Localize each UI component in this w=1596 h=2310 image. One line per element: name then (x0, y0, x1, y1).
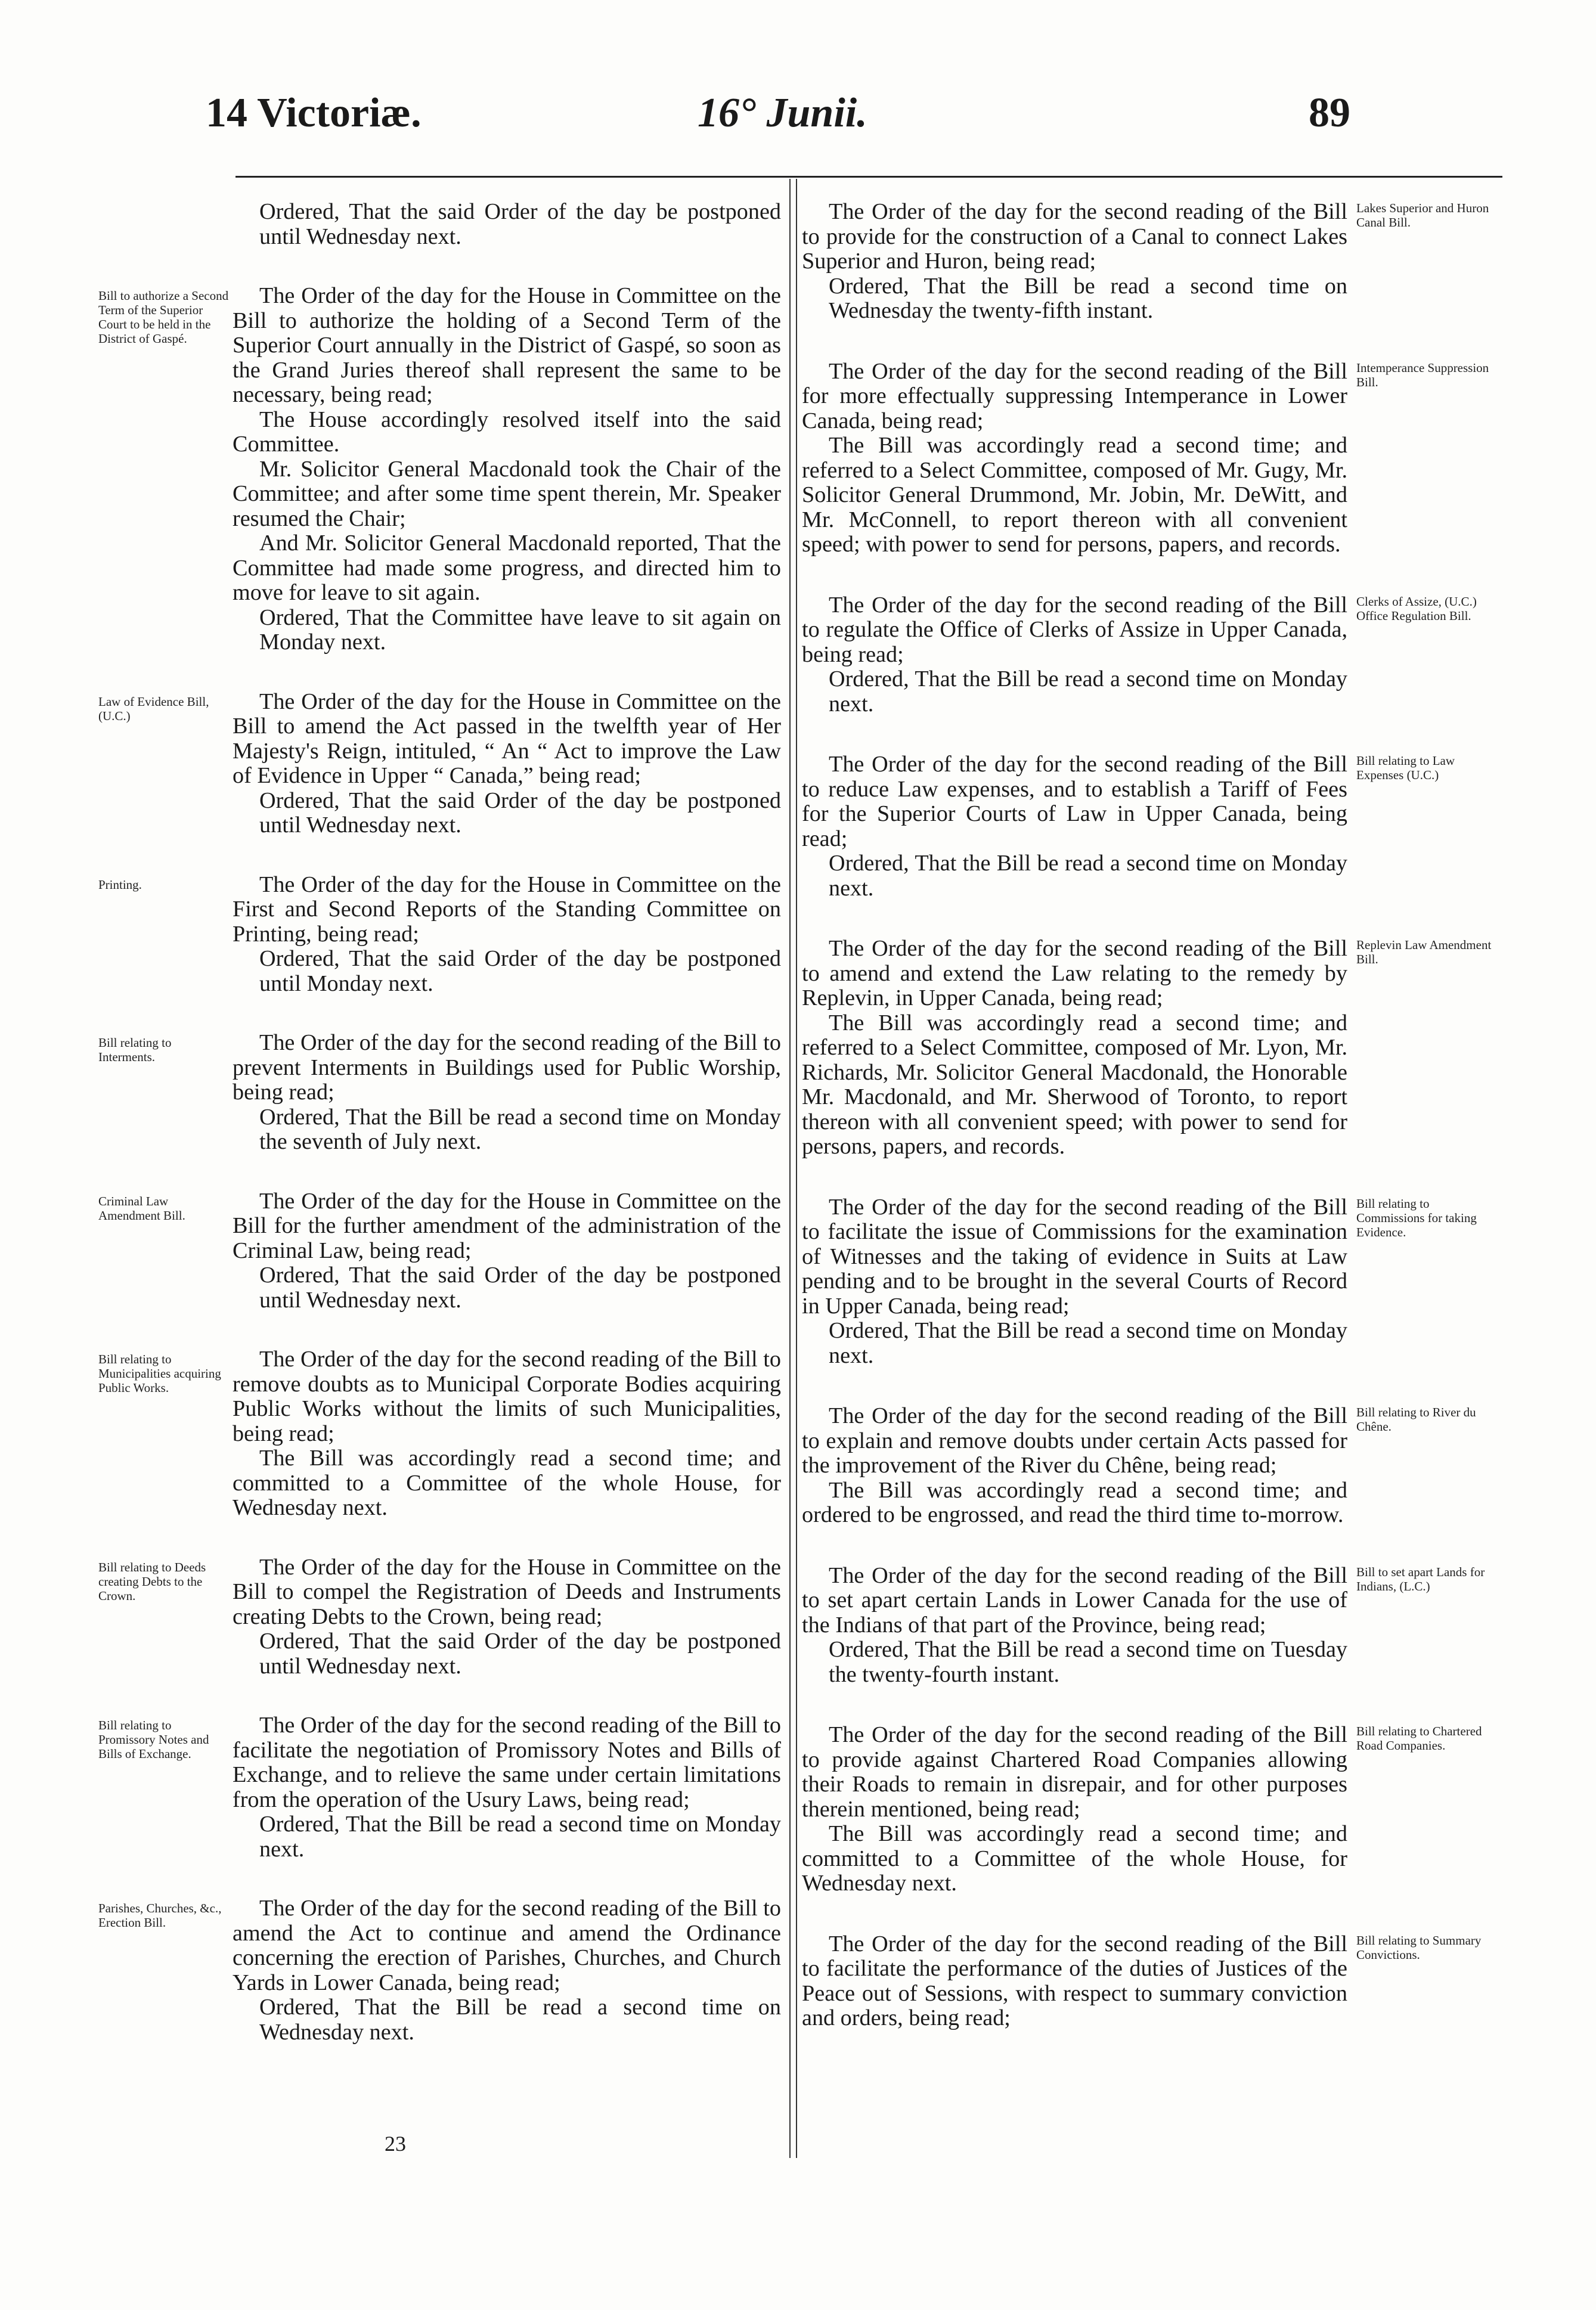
journal-entry (802, 1931, 1482, 2031)
entry-paragraph: The Bill was accordingly read a second time; and committed to a Committee of the whole House, for Wednesday next. (802, 1821, 1347, 1896)
entry-paragraph: The Order of the day for the House in Committee on the Bill to compel the Registration of Deeds and Instruments creating Debts to the Crown, being read; (233, 1554, 781, 1629)
entry-paragraph: The Order of the day for the second reading of the Bill to provide against Chartered Road Companies allowing their Roads to remain in disrepair, and for other purposes therein mentioned, being read; (802, 1722, 1347, 1822)
order-paragraph: Ordered, That the Bill be read a second time on Wednesday next. (259, 1995, 781, 2045)
marginal-note: Bill relating to Summary Convictions. (1356, 1933, 1482, 1962)
journal-entry (98, 1347, 781, 1521)
order-paragraph: Ordered, That the said Order of the day be postponed until Wednesday next. (259, 787, 781, 838)
journal-entry (98, 1554, 781, 1679)
marginal-note: Replevin Law Amendment Bill. (1356, 938, 1492, 966)
journal-entry (802, 936, 1492, 1159)
journal-entry (98, 1896, 781, 2045)
journal-entry (802, 1562, 1485, 1688)
journal-entry (802, 1722, 1482, 1896)
order-paragraph: Ordered, That the Bill be read a second time on Monday next. (829, 851, 1347, 901)
entry-paragraph: The Order of the day for the second reading of the Bill to regulate the Office of Clerks of Assize in Upper Canada, being read; (802, 592, 1347, 667)
entry-paragraph: Mr. Solicitor General Macdonald took the Chair of the Committee; and after some time spent therein, Mr. Speaker resumed the Chair; (233, 456, 781, 531)
entry-paragraph: The Order of the day for the second reading of the Bill to amend the Act to continue and amend the Ordinance concerning the erection of Parishes, Churches, and Church Yards in Lower Canada, being read; (233, 1896, 781, 1995)
journal-entry (233, 200, 781, 249)
journal-entry (98, 1713, 781, 1862)
marginal-note: Bill relating to Promissory Notes and Bills of Exchange. (98, 1718, 209, 1761)
journal-entry (98, 689, 781, 838)
order-paragraph: Ordered, That the Bill be read a second time on Tuesday the twenty-fourth instant. (829, 1637, 1347, 1687)
order-paragraph: Ordered, That the Bill be read a second time on Monday the seventh of July next. (259, 1104, 781, 1154)
entry-paragraph: The Order of the day for the second reading of the Bill to prevent Interments in Buildings used for Public Worship, being read; (233, 1030, 781, 1105)
marginal-note: Law of Evidence Bill, (U.C.) (98, 694, 209, 723)
journal-entry (98, 283, 781, 655)
entry-paragraph: And Mr. Solicitor General Macdonald reported, That the Committee had made some progress, and directed him to move for leave to sit again. (233, 531, 781, 605)
header-rule (235, 176, 1502, 178)
journal-entry (98, 1030, 781, 1155)
entry-paragraph: The Order of the day for the second reading of the Bill to facilitate the negotiation of Promissory Notes and Bills of Exchange, and to relieve the same under certain limitations from the operation of the Usury Laws, being read; (233, 1713, 781, 1812)
entry-paragraph: The Order of the day for the second reading of the Bill for more effectually suppressing Intemperance in Lower Canada, being read; (802, 358, 1347, 433)
journal-entry (802, 358, 1489, 557)
running-head-left: 14 Victoriæ. (206, 90, 422, 136)
journal-entry (802, 1194, 1477, 1369)
entry-paragraph: The Order of the day for the House in Committee on the Bill to authorize the holding of a Second Term of the Superior Court annually in the District of Gaspé, so soon as the Grand Juries thereof shall represent the same to be necessary, being read; (233, 283, 781, 407)
entry-paragraph: The Order of the day for the second reading of the Bill to remove doubts as to Municipal Corporate Bodies acquiring Public Works without the limits of such Municipalities, being read; (233, 1347, 781, 1446)
marginal-note: Intemperance Suppression Bill. (1356, 360, 1489, 389)
column-divider (789, 179, 797, 2158)
marginal-note: Bill relating to River du Chêne. (1356, 1405, 1476, 1434)
marginal-note: Bill relating to Chartered Road Companies. (1356, 1724, 1482, 1753)
entry-paragraph: The Bill was accordingly read a second time; and referred to a Select Committee, composed of Mr. Gugy, Mr. Solicitor General Drummond, Mr. Jobin, Mr. DeWitt, and Mr. McConnell, to report thereon with all convenient speed; with power to send for persons, papers, and records. (802, 433, 1347, 557)
right-column (802, 199, 1492, 2067)
entry-paragraph: The Order of the day for the second reading of the Bill to reduce Law expenses, and to establish a Tariff of Fees for the Superior Courts of Law in Upper Canada, being read; (802, 752, 1347, 851)
order-paragraph: Ordered, That the said Order of the day be postponed until Monday next. (259, 946, 781, 996)
running-head-date: 16° Junii. (698, 90, 867, 136)
left-column (98, 199, 781, 2079)
journal-entry (98, 1188, 781, 1313)
entry-paragraph: The Bill was accordingly read a second time; and committed to a Committee of the whole House, for Wednesday next. (233, 1446, 781, 1520)
entry-paragraph: The Order of the day for the second reading of the Bill to set apart certain Lands in Lower Canada for the use of the Indians of that part of the Province, being read; (802, 1562, 1347, 1638)
marginal-note: Parishes, Churches, &c., Erection Bill. (98, 1901, 222, 1930)
marginal-note: Bill relating to Law Expenses (U.C.) (1356, 754, 1455, 782)
entry-paragraph: The Order of the day for the second reading of the Bill to facilitate the performance of the duties of Justices of the Peace out of Sessions, with respect to summary conviction and orders, being read; (802, 1931, 1347, 2030)
marginal-note: Criminal Law Amendment Bill. (98, 1193, 185, 1223)
marginal-note: Bill relating to Deeds creating Debts to the Crown. (98, 1559, 206, 1603)
entry-paragraph: The Order of the day for the House in Committee on the First and Second Reports of the Standing Committee on Printing, being read; (233, 872, 781, 947)
page-number: 89 (1309, 90, 1350, 136)
entry-paragraph: The Bill was accordingly read a second time; and referred to a Select Committee, composed of Mr. Lyon, Mr. Richards, Mr. Solicitor General Macdonald, the Honorable Mr. Macdonald, and Mr. Sherwood of Toronto, to report thereon with all convenient speed; with power to send for persons, papers, and records. (802, 1010, 1347, 1159)
entry-paragraph: The House accordingly resolved itself into the said Committee. (233, 407, 781, 457)
order-paragraph: Ordered, That the said Order of the day be postponed until Wednesday next. (259, 199, 781, 249)
entry-paragraph: The Order of the day for the second reading of the Bill to facilitate the issue of Commissions for the examination of Witnesses and the taking of evidence in Suits at Law pending and to be brought in the several Courts of Record in Upper Canada, being read; (802, 1194, 1347, 1319)
journal-entry (802, 1403, 1476, 1528)
entry-paragraph: The Order of the day for the second reading of the Bill to provide for the construction of a Canal to connect Lakes Superior and Huron, being read; (802, 199, 1347, 274)
marginal-note: Lakes Superior and Huron Canal Bill. (1356, 201, 1489, 230)
entry-paragraph: The Order of the day for the House in Committee on the Bill for the further amendment of the administration of the Criminal Law, being read; (233, 1188, 781, 1263)
entry-paragraph: The Order of the day for the second reading of the Bill to amend and extend the Law relating to the remedy by Replevin, in Upper Canada, being read; (802, 936, 1347, 1010)
marginal-note: Clerks of Assize, (U.C.) Office Regulation Bill. (1356, 594, 1477, 623)
order-paragraph: Ordered, That the Bill be read a second time on Monday next. (829, 1318, 1347, 1368)
order-paragraph: Ordered, That the Bill be read a second time on Monday next. (829, 666, 1347, 717)
marginal-note: Bill relating to Interments. (98, 1035, 172, 1064)
marginal-note: Bill relating to Commissions for taking Evidence. (1356, 1196, 1477, 1239)
journal-entry (98, 872, 781, 997)
order-paragraph: Ordered, That the Bill be read a second time on Monday next. (259, 1812, 781, 1862)
marginal-note: Bill relating to Municipalities acquiring Public Works. (98, 1352, 221, 1395)
journal-entry (802, 752, 1455, 901)
entry-paragraph: The Order of the day for the second reading of the Bill to explain and remove doubts under certain Acts passed for the improvement of the River du Chêne, being read; (802, 1403, 1347, 1478)
order-paragraph: Ordered, That the Committee have leave to sit again on Monday next. (259, 604, 781, 655)
order-paragraph: Ordered, That the said Order of the day be postponed until Wednesday next. (259, 1629, 781, 1679)
order-paragraph: Ordered, That the Bill be read a second time on Wednesday the twenty-fifth instant. (829, 273, 1347, 323)
marginal-note: Printing. (98, 877, 142, 892)
journal-entry (802, 199, 1489, 324)
entry-paragraph: The Bill was accordingly read a second time; and ordered to be engrossed, and read the third time to-morrow. (802, 1477, 1347, 1527)
entry-paragraph: The Order of the day for the House in Committee on the Bill to amend the Act passed in the twelfth year of Her Majesty's Reign, intituled, “ An “ Act to improve the Law of Evidence in Upper “ Canada,” being read; (233, 689, 781, 788)
marginal-note: Bill to authorize a Second Term of the Superior Court to be held in the District of Gaspé. (98, 289, 229, 346)
journal-entry (802, 592, 1477, 717)
marginal-note: Bill to set apart Lands for Indians, (L.C.) (1356, 1564, 1485, 1593)
order-paragraph: Ordered, That the said Order of the day be postponed until Wednesday next. (259, 1263, 781, 1313)
signature-mark: 23 (385, 2132, 406, 2156)
